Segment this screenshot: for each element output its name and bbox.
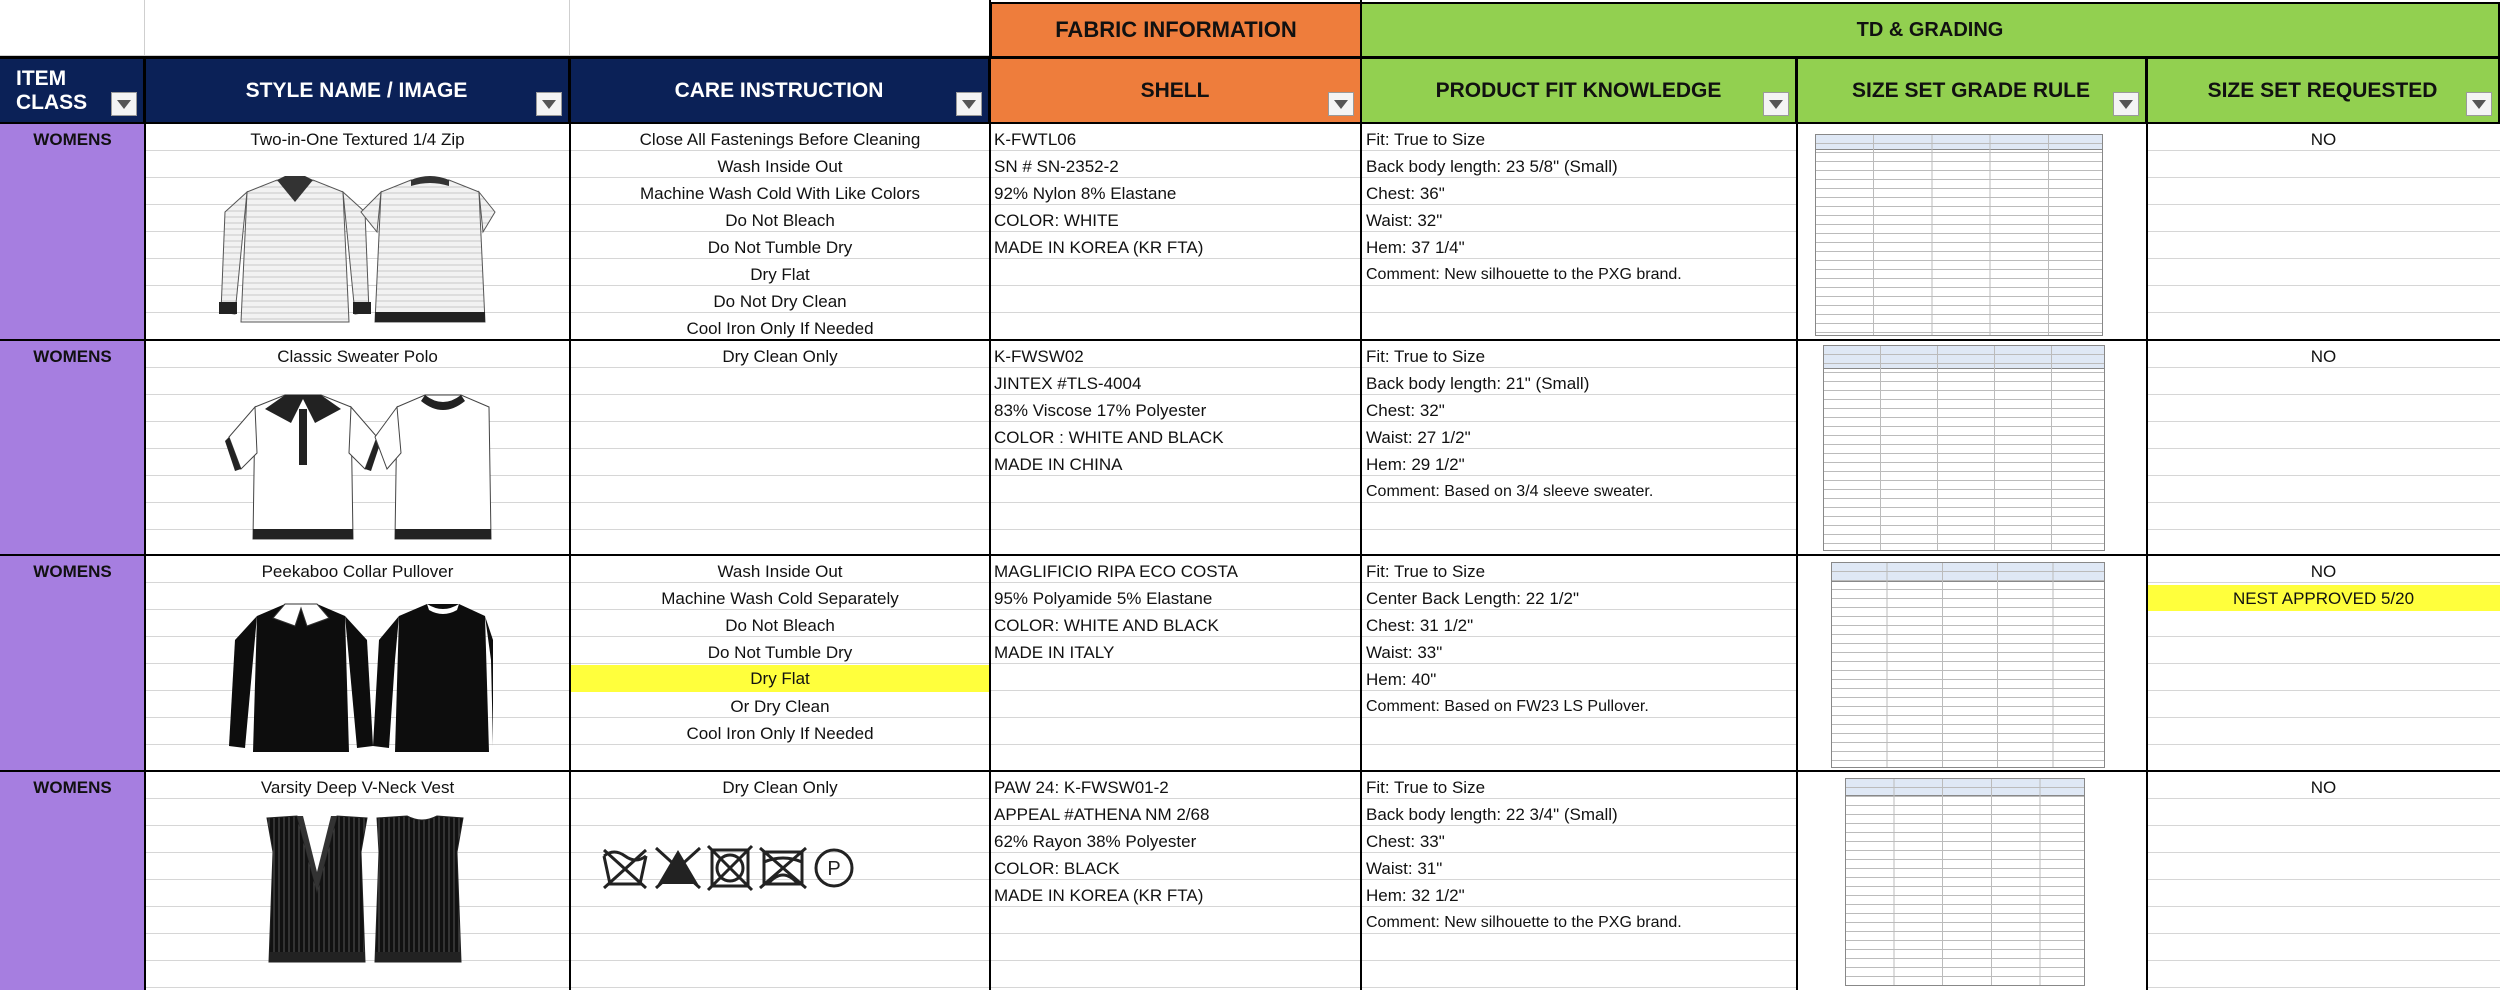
- requested-value: NO: [2310, 562, 2337, 581]
- fit-cell[interactable]: [1362, 124, 1797, 341]
- item-class-cell[interactable]: [0, 556, 145, 772]
- style-name: Varsity Deep V-Neck Vest: [260, 778, 455, 797]
- care-line: Do Not Bleach: [725, 211, 835, 230]
- care-label: CARE INSTRUCTION: [674, 78, 884, 102]
- fit-cell[interactable]: [1362, 341, 1797, 556]
- filter-dropdown-icon[interactable]: [956, 92, 982, 116]
- fit-comment: Comment: New silhouette to the PXG brand.: [1366, 266, 1682, 283]
- svg-text:P: P: [827, 858, 841, 880]
- column-divider: [989, 0, 991, 990]
- column-divider: [1360, 0, 1362, 990]
- requested-cell[interactable]: [2147, 124, 2500, 341]
- requested-cell[interactable]: [2147, 341, 2500, 556]
- shell-line: COLOR: WHITE AND BLACK: [994, 616, 1219, 635]
- care-line: Wash Inside Out: [717, 562, 843, 581]
- shell-line: MADE IN KOREA (KR FTA): [994, 238, 1204, 257]
- requested-value: NO: [2310, 347, 2337, 366]
- shell-line: SN # SN-2352-2: [994, 157, 1119, 176]
- shell-line: 95% Polyamide 5% Elastane: [994, 589, 1213, 608]
- item-class-cell[interactable]: [0, 772, 145, 990]
- fit-line: Center Back Length: 22 1/2": [1366, 589, 1580, 608]
- care-line: Do Not Tumble Dry: [707, 643, 853, 662]
- td-grading-header[interactable]: [1360, 2, 2500, 58]
- care-line: Dry Clean Only: [722, 778, 838, 797]
- grade-rule-sheet-image: [1815, 134, 2103, 336]
- care-line: Machine Wash Cold With Like Colors: [640, 184, 920, 203]
- fit-line: Waist: 27 1/2": [1366, 428, 1471, 447]
- blank-header-cell[interactable]: [145, 0, 570, 56]
- shell-line: MADE IN KOREA (KR FTA): [994, 886, 1204, 905]
- shell-cell[interactable]: [990, 124, 1362, 341]
- shell-cell[interactable]: [990, 341, 1362, 556]
- requested-value: NO: [2310, 130, 2337, 149]
- fit-cell[interactable]: [1362, 772, 1797, 990]
- care-line: Do Not Tumble Dry: [707, 238, 853, 257]
- care-cell[interactable]: [570, 124, 990, 341]
- fit-line: Fit: True to Size: [1366, 130, 1486, 149]
- filter-dropdown-icon[interactable]: [1763, 92, 1789, 116]
- fit-line: Chest: 33": [1366, 832, 1445, 851]
- shell-line: MADE IN ITALY: [994, 643, 1115, 662]
- td-grading-label: TD & GRADING: [1856, 18, 2004, 41]
- sweater-polo-image: [225, 389, 495, 549]
- style-name: Two-in-One Textured 1/4 Zip: [250, 130, 465, 149]
- fit-line: Back body length: 21" (Small): [1366, 374, 1590, 393]
- grade-rule-sheet-image: [1823, 345, 2105, 551]
- approval-status: NEST APPROVED 5/20: [2147, 585, 2500, 611]
- blank-header-cell[interactable]: [570, 0, 990, 56]
- shell-line: COLOR: WHITE: [994, 211, 1119, 230]
- shell-line: MAGLIFICIO RIPA ECO COSTA: [994, 562, 1239, 581]
- shell-line: 62% Rayon 38% Polyester: [994, 832, 1197, 851]
- column-header-grade[interactable]: [1797, 56, 2147, 124]
- care-line: Or Dry Clean: [730, 697, 830, 716]
- vneck-vest-image: [257, 812, 467, 972]
- fit-line: Chest: 31 1/2": [1366, 616, 1474, 635]
- shell-line: K-FWTL06: [994, 130, 1077, 149]
- grade-rule-sheet-image: [1845, 778, 2085, 986]
- requested-label: SIZE SET REQUESTED: [2207, 78, 2438, 102]
- column-header-style[interactable]: [145, 56, 570, 124]
- fit-line: Hem: 40": [1366, 670, 1437, 689]
- fit-comment: Comment: New silhouette to the PXG brand.: [1366, 914, 1682, 931]
- fit-line: Chest: 36": [1366, 184, 1445, 203]
- fit-line: Back body length: 23 5/8" (Small): [1366, 157, 1618, 176]
- shell-line: 92% Nylon 8% Elastane: [994, 184, 1177, 203]
- fit-label: PRODUCT FIT KNOWLEDGE: [1435, 78, 1722, 102]
- care-cell[interactable]: [570, 772, 990, 990]
- fit-comment: Comment: Based on FW23 LS Pullover.: [1366, 698, 1649, 715]
- style-cell[interactable]: [145, 124, 570, 341]
- care-line: Wash Inside Out: [717, 157, 843, 176]
- fit-line: Waist: 31": [1366, 859, 1443, 878]
- shell-line: APPEAL #ATHENA NM 2/68: [994, 805, 1210, 824]
- style-cell[interactable]: [145, 341, 570, 556]
- fit-line: Fit: True to Size: [1366, 778, 1486, 797]
- column-divider: [2146, 56, 2148, 990]
- shell-line: JINTEX #TLS-4004: [994, 374, 1142, 393]
- fit-line: Waist: 33": [1366, 643, 1443, 662]
- care-line: Cool Iron Only If Needed: [686, 319, 874, 338]
- care-line: Cool Iron Only If Needed: [686, 724, 874, 743]
- fit-line: Fit: True to Size: [1366, 562, 1486, 581]
- column-header-care[interactable]: [570, 56, 990, 124]
- grade-rule-cell[interactable]: [1797, 772, 2147, 990]
- fit-line: Hem: 37 1/4": [1366, 238, 1465, 257]
- item-class-value: WOMENS: [33, 347, 112, 366]
- style-name: Peekaboo Collar Pullover: [261, 562, 454, 581]
- care-line-highlighted: Dry Flat: [570, 665, 990, 692]
- fit-line: Back body length: 22 3/4" (Small): [1366, 805, 1618, 824]
- item-class-value: WOMENS: [33, 562, 112, 581]
- grade-rule-cell[interactable]: [1797, 556, 2147, 772]
- column-header-requested[interactable]: [2147, 56, 2500, 124]
- column-divider: [569, 56, 571, 990]
- care-line: Dry Clean Only: [722, 347, 838, 366]
- shell-cell[interactable]: [990, 772, 1362, 990]
- filter-dropdown-icon[interactable]: [536, 92, 562, 116]
- care-line: Dry Flat: [750, 265, 810, 284]
- shell-line: K-FWSW02: [994, 347, 1084, 366]
- zip-pullover-image: [217, 172, 497, 332]
- column-divider: [1796, 56, 1798, 990]
- requested-value: NO: [2310, 778, 2337, 797]
- shell-label: SHELL: [1140, 78, 1210, 102]
- item-class-label: ITEM CLASS: [16, 66, 88, 114]
- blank-header-cell[interactable]: [0, 0, 145, 56]
- fabric-information-label: FABRIC INFORMATION: [1055, 17, 1297, 42]
- fabric-information-header[interactable]: [990, 2, 1362, 58]
- item-class-cell[interactable]: [0, 341, 145, 556]
- care-line: Do Not Bleach: [725, 616, 835, 635]
- care-cell[interactable]: [570, 341, 990, 556]
- style-cell[interactable]: [145, 556, 570, 772]
- style-label: STYLE NAME / IMAGE: [245, 78, 468, 102]
- requested-cell[interactable]: [2147, 772, 2500, 990]
- fit-cell[interactable]: [1362, 556, 1797, 772]
- filter-dropdown-icon[interactable]: [1328, 92, 1354, 116]
- requested-cell[interactable]: [2147, 556, 2500, 772]
- care-line: Do Not Dry Clean: [713, 292, 847, 311]
- collar-pullover-image: [223, 596, 493, 766]
- shell-line: MADE IN CHINA: [994, 455, 1123, 474]
- column-header-shell[interactable]: [990, 56, 1362, 124]
- filter-dropdown-icon[interactable]: [111, 92, 137, 116]
- filter-dropdown-icon[interactable]: [2113, 92, 2139, 116]
- fit-line: Fit: True to Size: [1366, 347, 1486, 366]
- shell-line: COLOR: BLACK: [994, 859, 1120, 878]
- fit-line: Chest: 32": [1366, 401, 1445, 420]
- care-symbols-icon: [600, 844, 860, 894]
- fit-line: Hem: 32 1/2": [1366, 886, 1465, 905]
- style-name: Classic Sweater Polo: [277, 347, 438, 366]
- column-header-fit[interactable]: [1362, 56, 1797, 124]
- filter-dropdown-icon[interactable]: [2466, 92, 2492, 116]
- shell-line: 83% Viscose 17% Polyester: [994, 401, 1207, 420]
- shell-cell[interactable]: [990, 556, 1362, 772]
- style-cell[interactable]: [145, 772, 570, 990]
- grade-rule-sheet-image: [1831, 562, 2105, 768]
- fit-line: Hem: 29 1/2": [1366, 455, 1465, 474]
- fit-comment: Comment: Based on 3/4 sleeve sweater.: [1366, 483, 1654, 500]
- care-line: Close All Fastenings Before Cleaning: [639, 130, 921, 149]
- shell-line: PAW 24: K-FWSW01-2: [994, 778, 1169, 797]
- grade-rule-cell[interactable]: [1797, 341, 2147, 556]
- item-class-value: WOMENS: [33, 130, 112, 149]
- grade-rule-cell[interactable]: [1797, 124, 2147, 341]
- grade-label: SIZE SET GRADE RULE: [1851, 78, 2091, 102]
- care-line: Machine Wash Cold Separately: [661, 589, 899, 608]
- fit-line: Waist: 32": [1366, 211, 1443, 230]
- column-header-item-class[interactable]: [0, 56, 145, 124]
- item-class-value: WOMENS: [33, 778, 112, 797]
- shell-line: COLOR : WHITE AND BLACK: [994, 428, 1224, 447]
- item-class-cell[interactable]: [0, 124, 145, 341]
- column-divider: [144, 56, 146, 990]
- care-cell[interactable]: [570, 556, 990, 772]
